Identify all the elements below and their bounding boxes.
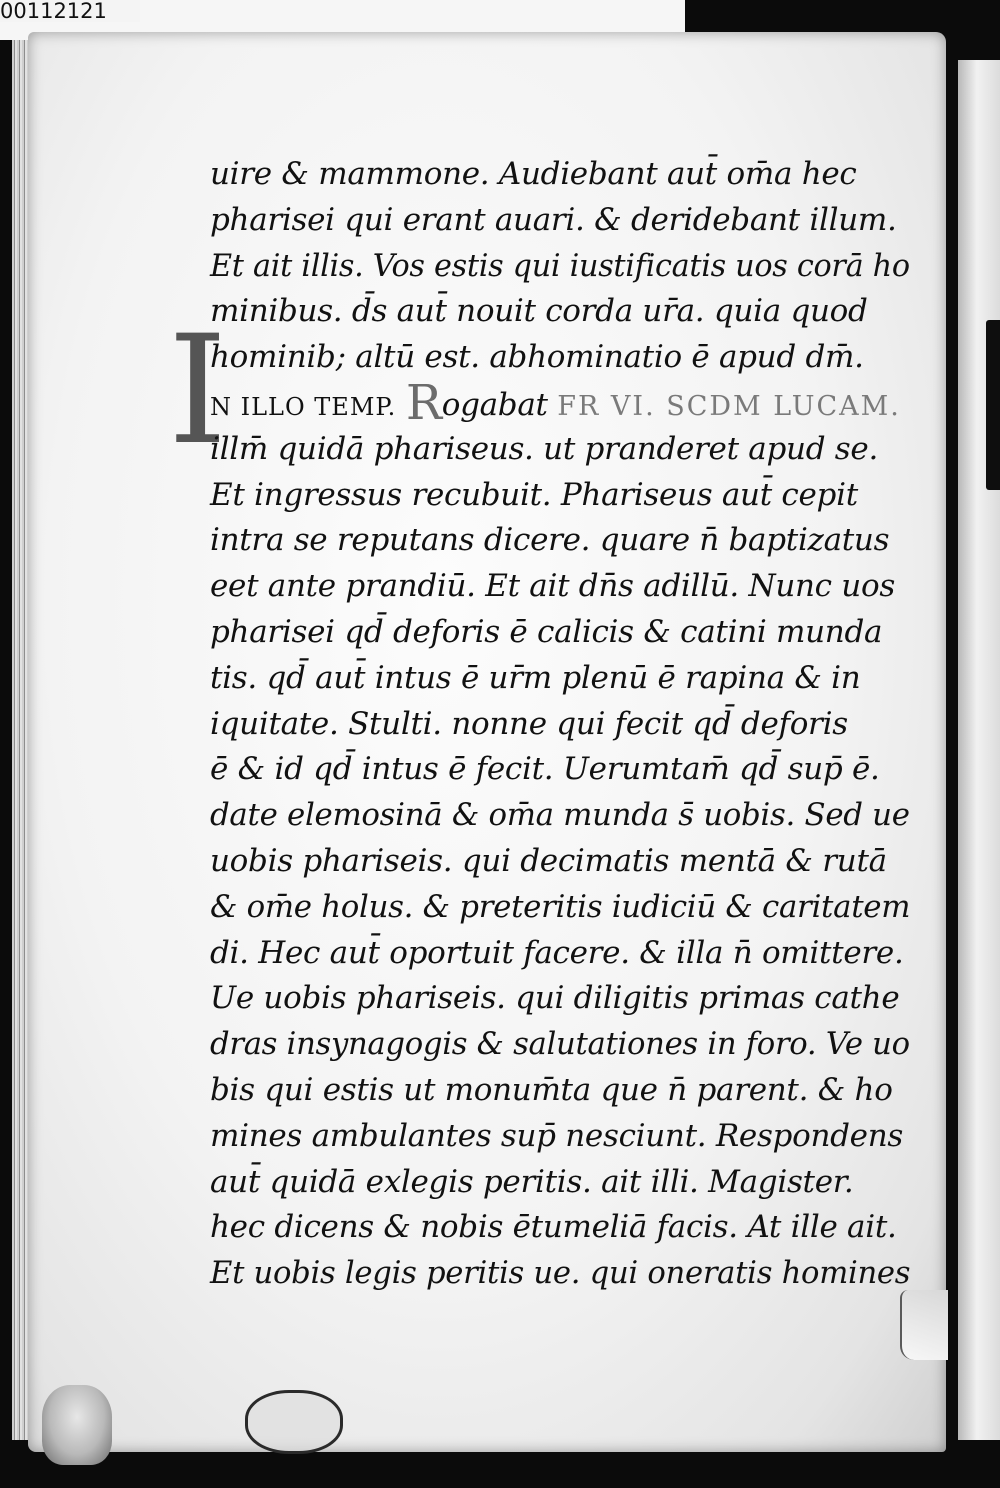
- rubric-word: ogabat: [441, 386, 548, 423]
- text-line: hominib; altū est. abhominatio ē apud dm̄.: [210, 339, 864, 376]
- rubric-gloss: FR VI. SCDM LUCAM.: [557, 390, 901, 422]
- text-line: tis. qd̄ aut̄ intus ē ur̄m plenū ē rapina & in: [210, 659, 861, 696]
- text-line: pharisei qd̄ deforis ē calicis & catini munda: [210, 613, 883, 650]
- text-line: iquitate. Stulti. nonne qui fecit qd̄ deforis: [210, 705, 848, 742]
- text-line: & om̄e holus. & preteritis iudiciū & caritatem: [210, 888, 911, 925]
- text-line: illm̄ quidā phariseus. ut pranderet apud se.: [210, 430, 879, 467]
- text-line: date elemosinā & om̄a munda s̄ uobis. Sed ue: [210, 797, 910, 834]
- decorated-initial-i: I: [168, 304, 228, 478]
- rubric-prefix: N ILLO TEMP.: [210, 392, 397, 421]
- text-line: intra se reputans dicere. quare n̄ baptizatus: [210, 522, 890, 559]
- text-line: ē & id qd̄ intus ē fecit. Uerumtam̄ qd̄ sup̄ ē.: [210, 751, 880, 788]
- page-clip: [245, 1390, 343, 1454]
- text-line: hec dicens & nobis ētumeliā facis. At ille ait.: [210, 1209, 897, 1246]
- text-line: uire & mammone. Audiebant aut̄ om̄a hec: [210, 156, 857, 192]
- rubric-initial: R: [405, 374, 442, 431]
- text-line: pharisei qui erant auari. & deridebant illum.: [210, 201, 897, 238]
- facing-page-letter-fragment: [986, 320, 1000, 490]
- facing-page-edge: [958, 60, 1000, 1440]
- text-line: di. Hec aut̄ oportuit facere. & illa n̄ omittere.: [210, 934, 904, 971]
- text-line: uobis phariseis. qui decimatis mentā & rutā: [210, 842, 887, 879]
- text-line: eet ante prandiū. Et ait dn̄s adillū. Nunc uos: [210, 568, 895, 605]
- manuscript-text: [210, 152, 910, 1297]
- text-line: Et ingressus recubuit. Phariseus aut̄ cepit: [210, 476, 858, 513]
- text-line: dras insynagogis & salutationes in foro. Ve uo: [210, 1026, 910, 1063]
- text-line: Et uobis legis peritis ue. qui oneratis homines: [210, 1255, 911, 1292]
- text-line: aut̄ quidā exlegis peritis. ait illi. Magister.: [210, 1163, 854, 1200]
- holding-thumb: [42, 1385, 112, 1465]
- frame-id-label: 00112121: [0, 0, 140, 22]
- text-line: Ue uobis phariseis. qui diligitis primas cathe: [210, 980, 900, 1017]
- text-line: mines ambulantes sup̄ nesciunt. Respondens: [210, 1117, 903, 1154]
- text-line: minibus. d̄s aut̄ nouit corda ur̄a. quia quod: [210, 293, 868, 330]
- text-line: bis qui estis ut monum̄ta que n̄ parent. & ho: [210, 1071, 893, 1108]
- text-line: Et ait illis. Vos estis qui iustificatis uos corā ho: [210, 247, 910, 284]
- rubric-line: [210, 374, 910, 431]
- page-corner-fold: [900, 1290, 948, 1360]
